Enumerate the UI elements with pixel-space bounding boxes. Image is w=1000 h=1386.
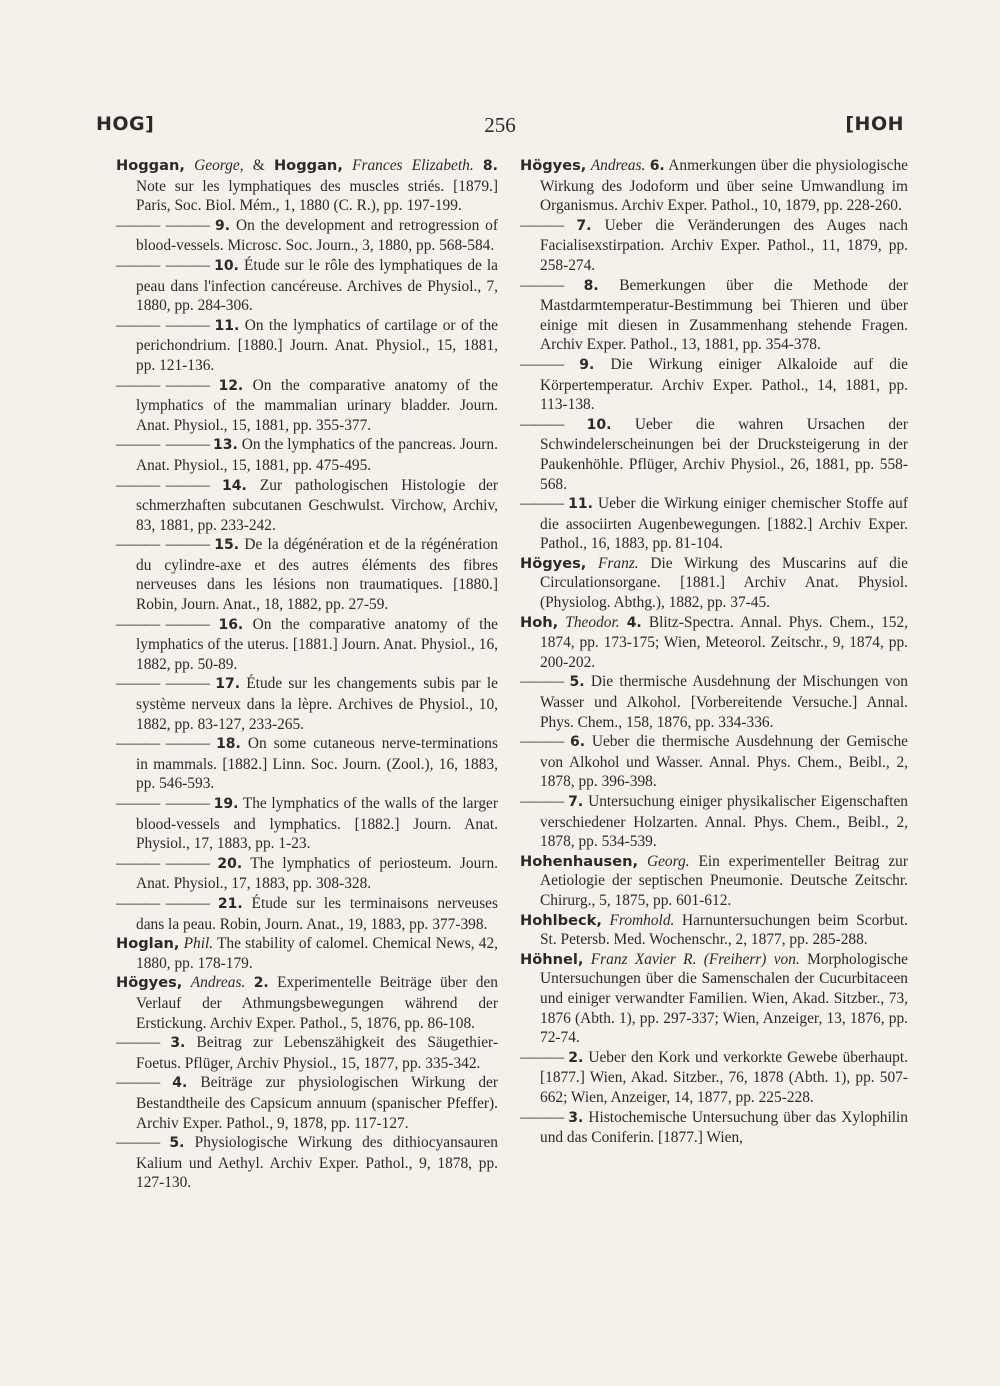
author-given-name: Frances Elizabeth. bbox=[352, 157, 474, 174]
entry-text: Experimentelle Beiträge über den Verlauf der Athmungsbewegungen während der Erstickung. Archiv Exper. Pathol., 5, 1876, pp. 86-108. bbox=[136, 974, 498, 1032]
entry-text: De la dégénération et de la régénération du cylindre-axe et des autres éléments des fibres nerveuses dans les lésions non traumatiques. [1880.] Robin, Journ. Anat., 18, 1882, pp. 27-59. bbox=[136, 536, 498, 614]
left-column bbox=[116, 156, 498, 1193]
bibliography-entry bbox=[520, 1108, 908, 1148]
entry-text: Die Wirkung des Muscarins auf die Circulationsorgane. [1881.] Archiv Anat. Physiol. (Physiolog. Abthg.), 1882, pp. 37-45. bbox=[540, 554, 908, 612]
entry-number: 15. bbox=[214, 537, 240, 554]
author-surname: Högyes, bbox=[116, 974, 183, 992]
entry-text: Die thermische Ausdehnung der Mischungen von Wasser und Alkohol. [Vorbereitende Versuche.] Annal. Phys. Chem., 158, 1876, pp. 334-336. bbox=[540, 673, 908, 731]
author-surname: Höhnel, bbox=[520, 950, 584, 968]
bibliography-entry bbox=[116, 973, 498, 1033]
author-surname: Hohenhausen, bbox=[520, 852, 639, 870]
bibliography-entry bbox=[520, 613, 908, 673]
entry-text: On the lymphatics of the pancreas. Journ. Anat. Physiol., 15, 1881, pp. 475-495. bbox=[136, 436, 498, 474]
entry-number: 2. bbox=[253, 975, 269, 992]
entry-number: 10. bbox=[214, 257, 239, 274]
author-surname: Hoggan, bbox=[273, 157, 343, 174]
entry-text: Bemerkungen über die Methode der Mastdarmtemperatur-Bestimmung bei Thieren und über einige mit diesen in Zusammenhang stehende Fragen. Archiv Exper. Pathol., 13, 1881, pp. 354-378. bbox=[540, 276, 908, 354]
entry-number: 20. bbox=[217, 855, 243, 872]
author-surname: Hoggan, bbox=[116, 157, 185, 174]
ditto-dash: ——— bbox=[520, 733, 564, 751]
ditto-dash: ——— ——— bbox=[116, 894, 210, 912]
entry-number: 14. bbox=[222, 477, 247, 494]
entry-text: The lymphatics of periosteum. Journ. Anat. Physiol., 17, 1883, pp. 308-328. bbox=[136, 854, 498, 893]
entry-text: Zur pathologischen Histologie der schmerzhaften subcutanen Geschwulst. Virchow, Archiv, 83, 1881, pp. 233-242. bbox=[136, 476, 498, 534]
ditto-dash: ——— bbox=[520, 1048, 564, 1066]
entry-text: Beitrag zur Lebenszähigkeit des Säugethier-Foetus. Pflüger, Archiv Physiol., 15, 1877, pp. 335-342. bbox=[136, 1034, 498, 1072]
entry-number: 4. bbox=[172, 1075, 188, 1092]
entry-text: Note sur les lymphatiques des muscles striés. [1879.] Paris, Soc. Biol. Mém., 1, 1880 (C. R.), pp. 197-199. bbox=[136, 177, 498, 215]
ditto-dash: ——— ——— bbox=[116, 376, 210, 394]
bibliography-entry bbox=[116, 376, 498, 436]
bibliography-entry bbox=[116, 794, 498, 854]
bibliography-entry bbox=[520, 852, 908, 911]
bibliography-entry bbox=[520, 156, 908, 216]
entry-text: On the comparative anatomy of the lymphatics of the mammalian urinary bladder. Journ. Anat. Physiol., 15, 1881, pp. 355-377. bbox=[136, 376, 498, 434]
bibliography-entry bbox=[116, 476, 498, 536]
bibliography-entry bbox=[116, 1073, 498, 1133]
entry-number: 8. bbox=[482, 158, 498, 174]
ditto-dash: ——— bbox=[520, 495, 564, 513]
bibliography-entry bbox=[116, 934, 498, 973]
ditto-dash: ——— ——— bbox=[116, 476, 210, 494]
ditto-dash: ——— bbox=[520, 1108, 564, 1126]
header-right-guide-word: [HOH bbox=[845, 113, 904, 135]
entry-text: Physiologische Wirkung des dithiocyansauren Kalium und Aethyl. Archiv Exper. Pathol., 9, 1878, pp. 127-130. bbox=[136, 1134, 498, 1192]
author-given-name: Franz Xavier R. (Freiherr) von. bbox=[590, 950, 800, 968]
ditto-dash: ——— bbox=[116, 1034, 160, 1052]
entry-number: 6. bbox=[649, 158, 665, 174]
page-number: 256 bbox=[484, 113, 516, 137]
entry-number: 11. bbox=[214, 317, 240, 334]
entry-text: Ueber den Kork und verkorkte Gewebe überhaupt. [1877.] Wien, Akad. Sitzber., 76, 1878 (Abth. 1), pp. 507-662; Wien, Anzeiger, 14, 1877, pp. 225-228. bbox=[540, 1048, 908, 1106]
author-given-name: Andreas. bbox=[190, 974, 246, 992]
ditto-dash: ——— bbox=[520, 415, 564, 433]
bibliography-entry bbox=[520, 355, 908, 415]
entry-number: 6. bbox=[569, 734, 586, 751]
ditto-dash: ——— ——— bbox=[116, 615, 210, 633]
bibliography-entry bbox=[520, 911, 908, 950]
entry-number: 19. bbox=[213, 796, 239, 812]
entry-number: 10. bbox=[586, 416, 612, 433]
bibliography-entry bbox=[116, 734, 498, 794]
bibliography-entry bbox=[520, 792, 908, 852]
entry-number: 9. bbox=[579, 356, 595, 373]
bibliography-entry bbox=[116, 1133, 498, 1193]
header-left-guide-word: HOG] bbox=[96, 113, 155, 135]
entry-text: Die Wirkung einiger Alkaloide auf die Körpertemperatur. Archiv Exper. Pathol., 14, 1881, pp. 113-138. bbox=[540, 355, 908, 414]
bibliography-entry bbox=[116, 256, 498, 316]
author-surname: Hoglan, bbox=[116, 935, 180, 953]
entry-number: 11. bbox=[568, 496, 593, 513]
bibliography-entry bbox=[520, 554, 908, 613]
entry-text: Histochemische Untersuchung über das Xylophilin und das Coniferin. [1877.] Wien, bbox=[540, 1108, 908, 1147]
entry-text: Étude sur les changements subis par le système nerveux dans la lèpre. Archives de Physiol., 10, 1882, pp. 83-127, 233-265. bbox=[136, 675, 498, 733]
entry-text: The lymphatics of the walls of the larger blood-vessels and lymphatics. [1882.] Journ. Anat. Physiol., 17, 1883, pp. 1-23. bbox=[136, 795, 498, 853]
ditto-dash: ——— bbox=[116, 1134, 160, 1152]
entry-number: 3. bbox=[170, 1035, 186, 1052]
entry-number: 4. bbox=[626, 614, 642, 631]
bibliography-entry bbox=[520, 672, 908, 732]
entry-text: Étude sur les terminaisons nerveuses dans la peau. Robin, Journ. Anat., 19, 1883, pp. 377-398. bbox=[136, 894, 499, 933]
entry-text: Ueber die Wirkung einiger chemischer Stoffe auf die associirten Augenbewegungen. [1882.] Archiv Exper. Pathol., 16, 1883, pp. 81-104. bbox=[540, 495, 908, 553]
bibliography-entry bbox=[520, 276, 908, 355]
bibliography-entry bbox=[520, 732, 908, 792]
entry-number: 12. bbox=[218, 377, 244, 394]
bibliography-entry bbox=[520, 950, 908, 1048]
author-given-name: Georg. bbox=[646, 852, 690, 870]
entry-number: 5. bbox=[169, 1135, 185, 1152]
entry-number: 9. bbox=[214, 217, 231, 234]
entry-text: Anmerkungen über die physiologische Wirkung des Jodoform und über seine Umwandlung im Organismus. Archiv Exper. Pathol., 10, 1879, pp. 228-260. bbox=[540, 157, 908, 215]
ditto-dash: ——— bbox=[116, 1074, 160, 1092]
entry-number: 18. bbox=[216, 736, 241, 753]
author-given-name: Theodor. bbox=[565, 613, 620, 631]
entry-text: Blitz-Spectra. Annal. Phys. Chem., 152, 1874, pp. 173-175; Wien, Meteorol. Zeitschr., 9, 1874, pp. 200-202. bbox=[540, 613, 908, 671]
author-surname: Högyes, bbox=[520, 157, 587, 174]
ditto-dash: ——— ——— bbox=[116, 436, 210, 454]
bibliography-entry bbox=[116, 894, 498, 934]
entry-number: 8. bbox=[583, 277, 599, 294]
ditto-dash: ——— ——— bbox=[116, 216, 210, 234]
ditto-dash: ——— ——— bbox=[116, 536, 210, 554]
entry-number: 2. bbox=[568, 1049, 584, 1066]
ditto-dash: ——— bbox=[520, 276, 564, 294]
entry-number: 21. bbox=[217, 895, 243, 912]
entry-text: Untersuchung einiger physikalischer Eigenschaften verschiedener Holzarten. Annal. Phys. Chem., Beibl., 2, 1878, pp. 534-539. bbox=[540, 793, 908, 851]
entry-text: Ueber die thermische Ausdehnung der Gemische von Alkohol und Wasser. Annal. Phys. Chem., Beibl., 2, 1878, pp. 396-398. bbox=[540, 733, 908, 791]
bibliography-entry bbox=[116, 216, 498, 256]
entry-text: On the development and retrogression of blood-vessels. Microsc. Soc. Journ., 3, 1880, pp. 568-584. bbox=[136, 216, 498, 255]
ditto-dash: ——— ——— bbox=[116, 256, 210, 274]
author-given-name: Franz. bbox=[598, 554, 639, 572]
author-surname: Hoh, bbox=[520, 613, 559, 631]
author-given-name: George, bbox=[194, 157, 244, 174]
right-column bbox=[520, 156, 908, 1148]
bibliography-entry bbox=[116, 156, 498, 216]
bibliography-entry bbox=[116, 316, 498, 376]
author-given-name: Phil. bbox=[183, 935, 214, 953]
bibliography-entry bbox=[520, 415, 908, 494]
ampersand: & bbox=[252, 157, 265, 174]
entry-number: 5. bbox=[569, 674, 585, 691]
bibliography-entry bbox=[520, 216, 908, 276]
author-surname: Högyes, bbox=[520, 554, 587, 572]
entry-text: On the lymphatics of cartilage or of the perichondrium. [1880.] Journ. Anat. Physiol., 15, 1881, pp. 121-136. bbox=[136, 316, 498, 374]
ditto-dash: ——— ——— bbox=[116, 735, 210, 753]
bibliography-entry bbox=[116, 674, 498, 734]
author-given-name: Andreas. bbox=[590, 157, 646, 174]
entry-text: Harnuntersuchungen beim Scorbut. St. Petersb. Med. Wochenschr., 2, 1877, pp. 285-288. bbox=[540, 911, 908, 949]
entry-number: 7. bbox=[568, 794, 584, 810]
entry-text: On the comparative anatomy of the lymphatics of the uterus. [1881.] Journ. Anat. Physiol., 16, 1882, pp. 50-89. bbox=[136, 615, 498, 673]
entry-text: The stability of calomel. Chemical News, 42, 1880, pp. 178-179. bbox=[136, 935, 498, 972]
ditto-dash: ——— ——— bbox=[116, 675, 210, 693]
ditto-dash: ——— bbox=[520, 673, 564, 691]
entry-text: On some cutaneous nerve-terminations in mammals. [1882.] Linn. Soc. Journ. (Zool.), 16, 1883, pp. 546-593. bbox=[136, 735, 498, 793]
bibliography-entry bbox=[116, 535, 498, 614]
author-surname: Hohlbeck, bbox=[520, 911, 602, 929]
bibliography-entry bbox=[520, 1048, 908, 1108]
author-given-name: Fromhold. bbox=[609, 911, 675, 929]
entry-number: 17. bbox=[215, 676, 241, 693]
entry-number: 3. bbox=[568, 1109, 584, 1126]
ditto-dash: ——— ——— bbox=[116, 795, 210, 812]
ditto-dash: ——— bbox=[520, 355, 564, 373]
entry-number: 16. bbox=[218, 616, 244, 633]
bibliography-entry bbox=[116, 615, 498, 675]
ditto-dash: ——— bbox=[520, 793, 564, 810]
ditto-dash: ——— ——— bbox=[116, 854, 210, 872]
entry-text: Beiträge zur physiologischen Wirkung der Bestandtheile des Capsicum annuum (spanischer Pfeffer). Archiv Exper. Pathol., 9, 1878, pp. 117-127. bbox=[136, 1074, 498, 1132]
entry-text: Étude sur le rôle des lymphatiques de la peau dans l'infection cancéreuse. Archives de Physiol., 7, 1880, pp. 284-306. bbox=[136, 256, 498, 315]
ditto-dash: ——— bbox=[520, 216, 564, 234]
bibliography-entry bbox=[116, 854, 498, 894]
entry-text: Ein experimenteller Beitrag zur Aetiologie der septischen Pneumonie. Deutsche Zeitschr. Chirurg., 5, 1875, pp. 601-612. bbox=[540, 852, 908, 909]
page-header bbox=[96, 113, 904, 145]
bibliography-entry bbox=[116, 1033, 498, 1073]
bibliography-entry bbox=[520, 494, 908, 554]
entry-number: 13. bbox=[213, 437, 238, 454]
entry-text: Ueber die wahren Ursachen der Schwindelerscheinungen bei der Drucksteigerung in der Paukenhöhle. Pflüger, Archiv Physiol., 26, 1881, pp. 558-568. bbox=[540, 415, 908, 493]
entry-text: Ueber die Veränderungen des Auges nach Facialisexstirpation. Archiv Exper. Pathol., 11, 1879, pp. 258-274. bbox=[540, 216, 908, 274]
entry-number: 7. bbox=[576, 217, 592, 234]
bibliography-entry bbox=[116, 435, 498, 475]
ditto-dash: ——— ——— bbox=[116, 316, 210, 334]
entry-text: Morphologische Untersuchungen über die Samenschalen der Cucurbitaceen und einiger verwandter Familien. Wien, Akad. Sitzber., 73, 1876 (Abth. 1), pp. 297-337; Wien, Anzeiger, 13, 1876, pp. 72-74. bbox=[540, 950, 908, 1047]
